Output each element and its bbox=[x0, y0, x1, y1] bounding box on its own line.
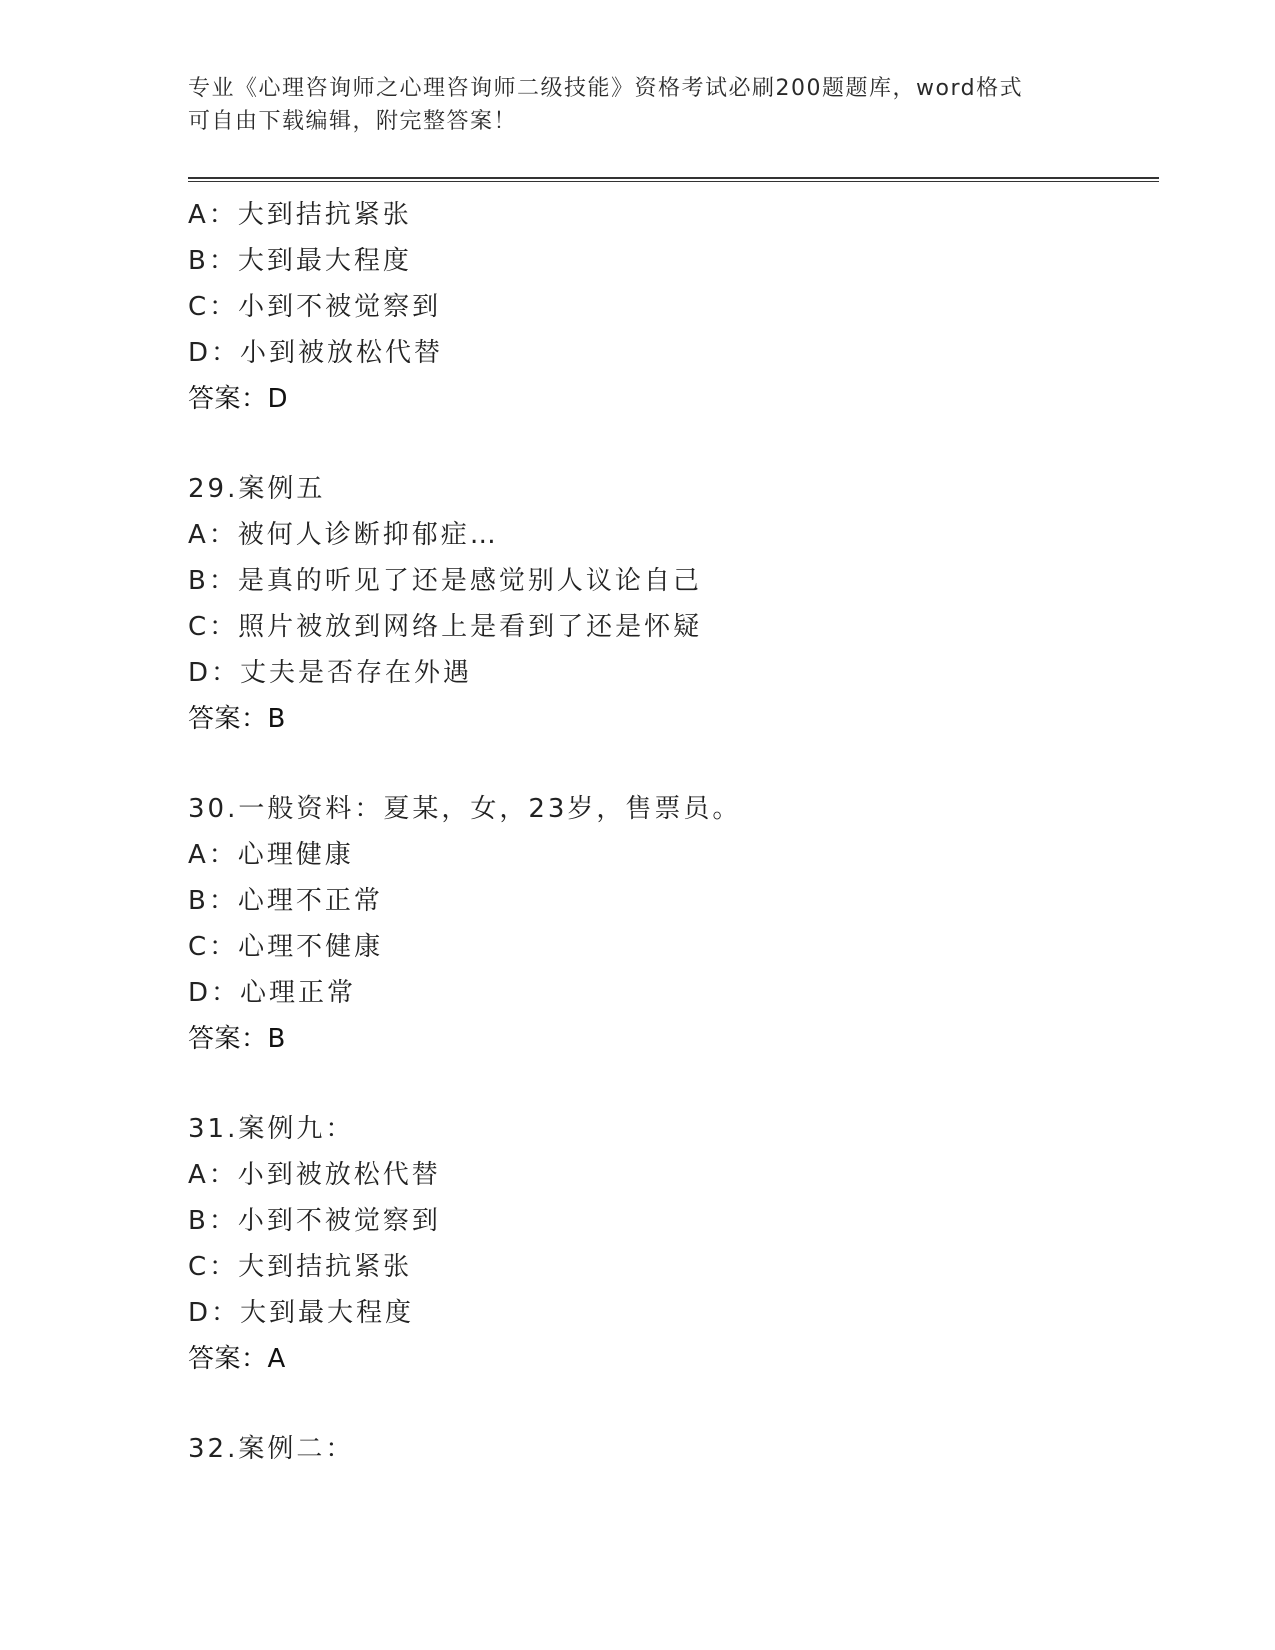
answer-line: 答案：D bbox=[188, 384, 289, 414]
document-header bbox=[188, 72, 1088, 138]
option-c: C：心理不健康 bbox=[188, 932, 384, 962]
option-d: D：心理正常 bbox=[188, 978, 357, 1008]
option-d: D：丈夫是否存在外遇 bbox=[188, 658, 473, 688]
question-block bbox=[188, 466, 1148, 742]
option-d: D：小到被放松代替 bbox=[188, 338, 444, 368]
option-c: C：大到拮抗紧张 bbox=[188, 1252, 413, 1282]
answer-line: 答案：A bbox=[188, 1344, 286, 1374]
question-title: 30.一般资料：夏某，女，23岁，售票员。 bbox=[188, 794, 742, 824]
header-line-1: 专业《心理咨询师之心理咨询师二级技能》资格考试必刷200题题库，word格式 bbox=[188, 76, 1024, 101]
question-block bbox=[188, 786, 1148, 1062]
answer-line: 答案：B bbox=[188, 1024, 286, 1054]
option-b: B：心理不正常 bbox=[188, 886, 383, 916]
question-block bbox=[188, 1106, 1148, 1382]
question-title: 32.案例二： bbox=[188, 1434, 355, 1464]
header-line-2: 可自由下载编辑，附完整答案！ bbox=[188, 109, 518, 134]
option-d: D：大到最大程度 bbox=[188, 1298, 415, 1328]
option-a: A：心理健康 bbox=[188, 840, 354, 870]
option-a: A：被何人诊断抑郁症… bbox=[188, 520, 499, 550]
option-c: C：照片被放到网络上是看到了还是怀疑 bbox=[188, 612, 703, 642]
question-title: 31.案例九： bbox=[188, 1114, 355, 1144]
header-divider bbox=[188, 177, 1159, 182]
option-b: B：小到不被觉察到 bbox=[188, 1206, 441, 1236]
question-title: 29.案例五 bbox=[188, 474, 326, 504]
question-block bbox=[188, 1426, 1148, 1472]
option-b: B：是真的听见了还是感觉别人议论自己 bbox=[188, 566, 702, 596]
question-list bbox=[188, 192, 1148, 1472]
answer-line: 答案：B bbox=[188, 704, 286, 734]
option-a: A：大到拮抗紧张 bbox=[188, 200, 412, 230]
option-c: C：小到不被觉察到 bbox=[188, 292, 442, 322]
option-b: B：大到最大程度 bbox=[188, 246, 412, 276]
question-block bbox=[188, 192, 1148, 422]
option-a: A：小到被放松代替 bbox=[188, 1160, 441, 1190]
